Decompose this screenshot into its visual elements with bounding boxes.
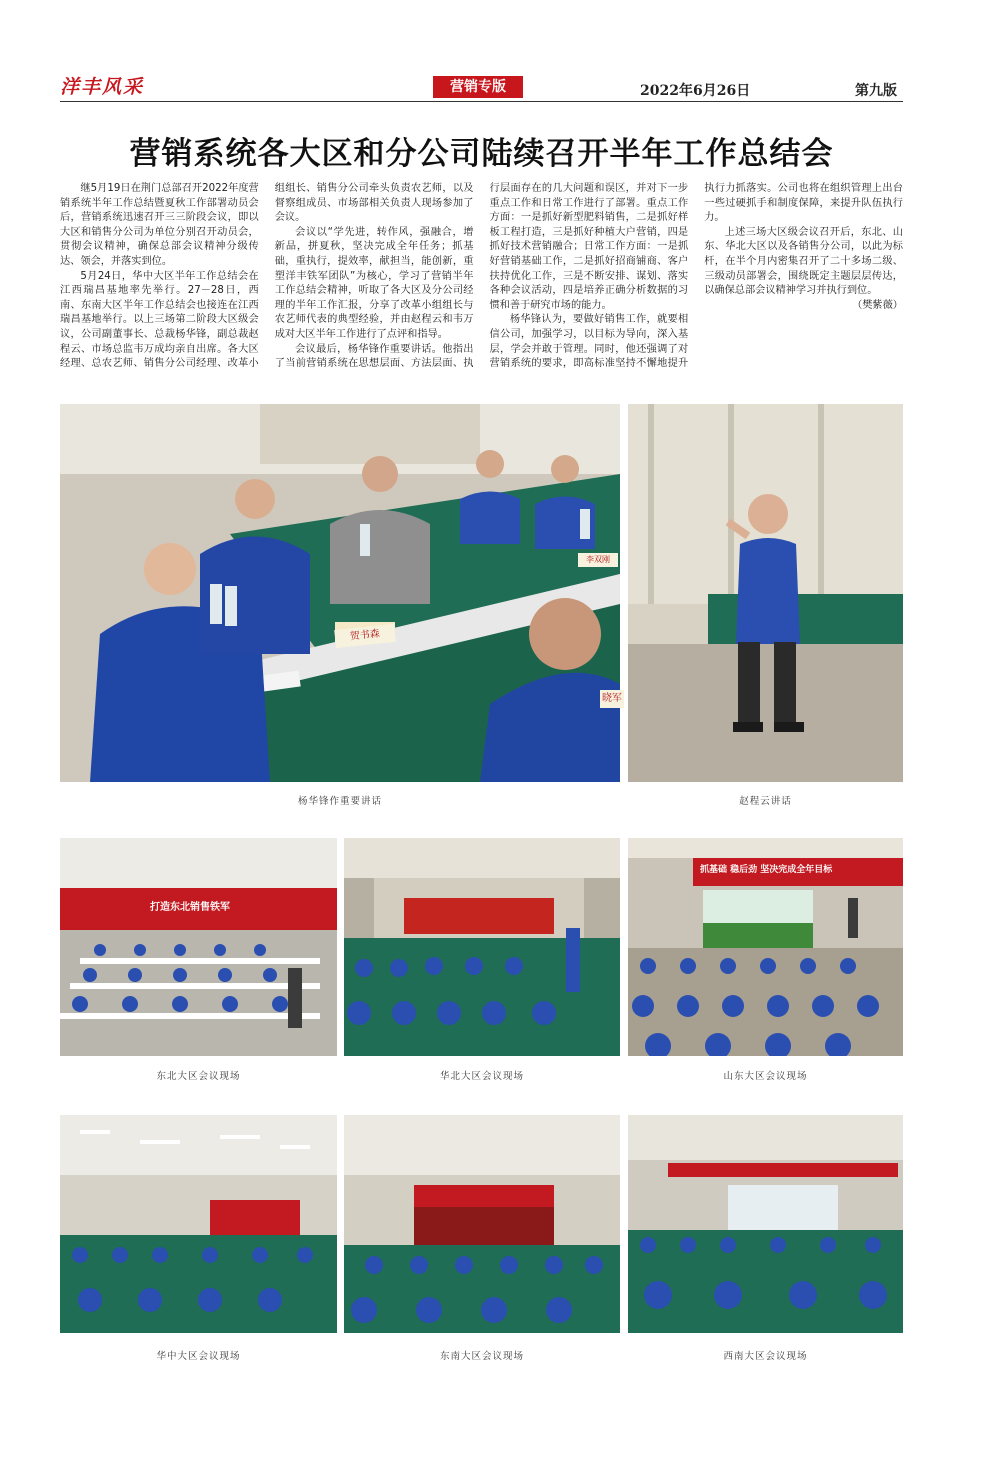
photo-central-meeting [60, 1115, 337, 1333]
photo-caption: 华中大区会议现场 [156, 1351, 241, 1362]
issue-date: 2022年6月26日 [640, 83, 751, 99]
photo-north-meeting [344, 838, 620, 1056]
nameplate: 李双刚 [578, 553, 618, 567]
section-badge: 营销专版 [433, 76, 523, 98]
photo-banner-text: 打造东北销售铁军 [150, 902, 230, 913]
header-rule [60, 101, 903, 102]
article-paragraph: 5月24日，华中大区半年工作总结会在江西瑞昌基地率先举行。27－28日，西南、东南大区半年工作总结会也接连在江西瑞昌基地举行。以上三场第二阶段大区级会议，公司副董事长、总裁杨华锋，副总裁赵程云、市场总监韦万成均亲自出席。各大区经理、总农艺师、销售分公司经理、改革小组组长、销售分公司牵头负责农艺师，以及督察组成员、市场部相关负责人现场参加了会议。 [60, 183, 474, 370]
photo-northeast-meeting [60, 838, 337, 1056]
article-headline: 营销系统各大区和分公司陆续召开半年工作总结会 [129, 136, 834, 172]
masthead-logo: 洋丰风采 [60, 76, 145, 98]
photo-caption: 山东大区会议现场 [723, 1071, 808, 1082]
nameplate: 贺书森 [334, 624, 396, 648]
photo-banner-text: 抓基础 稳后劲 坚决完成全年目标 [700, 865, 833, 875]
article-paragraph: 上述三场大区级会议召开后，东北、山东、华北大区以及各销售分公司，以此为标杆，在半个月内密集召开了二十多场二级、三级动员部署会，围绕既定主题层层传达，以确保总部会议精神学习并执行到位。 [704, 226, 903, 297]
photo-caption: 赵程云讲话 [739, 796, 792, 807]
photo-main-speech [60, 404, 620, 782]
article-paragraph: 继5月19日在荆门总部召开2022年度营销系统半年工作总结暨夏秋工作部署动员会后，营销系统迅速召开三三阶段会议，即以大区和销售分公司为单位分别召开动员会，贯彻会议精神，确保总部会议精神分级传达、领会，并落实到位。 [60, 183, 259, 267]
photo-caption: 东南大区会议现场 [439, 1351, 524, 1362]
photo-speaker [628, 404, 903, 782]
photo-caption: 东北大区会议现场 [156, 1071, 241, 1082]
photo-caption: 华北大区会议现场 [439, 1071, 524, 1082]
article-body [60, 182, 903, 374]
nameplate: 晓军 [600, 690, 624, 708]
article-paragraph: 会议以“学先进，转作风，强融合，增新品，拼夏秋，坚决完成全年任务；抓基础，重执行，提效率，献担当，能创新，重塑洋丰铁军团队”为核心，学习了营销半年工作总结会精神，听取了各大区及分公司经理的半年工作汇报，分享了改革小组组长与农艺师代表的典型经验，并由赵程云和韦万成对大区半年工作进行了点评和指导。 [274, 226, 474, 340]
article-paragraph: 杨华锋认为，要做好销售工作，就要相信公司，加强学习，以目标为导向，深入基层，学会并敢于管理。同时，他还强调了对营销系统的要求，即高标准坚持不懈地提升执行力抓落实。公司也将在组织管理上出台一些过硬抓手和制度保障，来提升队伍执行力。 [489, 183, 903, 370]
article-byline: （樊紫薇） [852, 299, 903, 311]
photo-caption: 西南大区会议现场 [723, 1351, 808, 1362]
photo-caption: 杨华锋作重要讲话 [297, 796, 382, 807]
page-number: 第九版 [855, 83, 897, 99]
photo-southwest-meeting [628, 1115, 903, 1333]
photo-southeast-meeting [344, 1115, 620, 1333]
article-paragraph: 会议最后，杨华锋作重要讲话。他指出了当前营销系统在思想层面、方法层面、执行层面存在的几大问题和误区，并对下一步重点工作和日常工作进行了部署。重点工作方面：一是抓好新型肥料销售，二是抓好样板工程打造，三是抓好种植大户营销，四是抓好技术营销融合；日常工作方面：一是抓好营销基础工作，二是抓好招商铺商、客户扶持优化工作，三是不断安排、谋划、落实各种会议活动，四是培养正确分析数据的习惯和善于研究市场的能力。 [274, 183, 689, 370]
